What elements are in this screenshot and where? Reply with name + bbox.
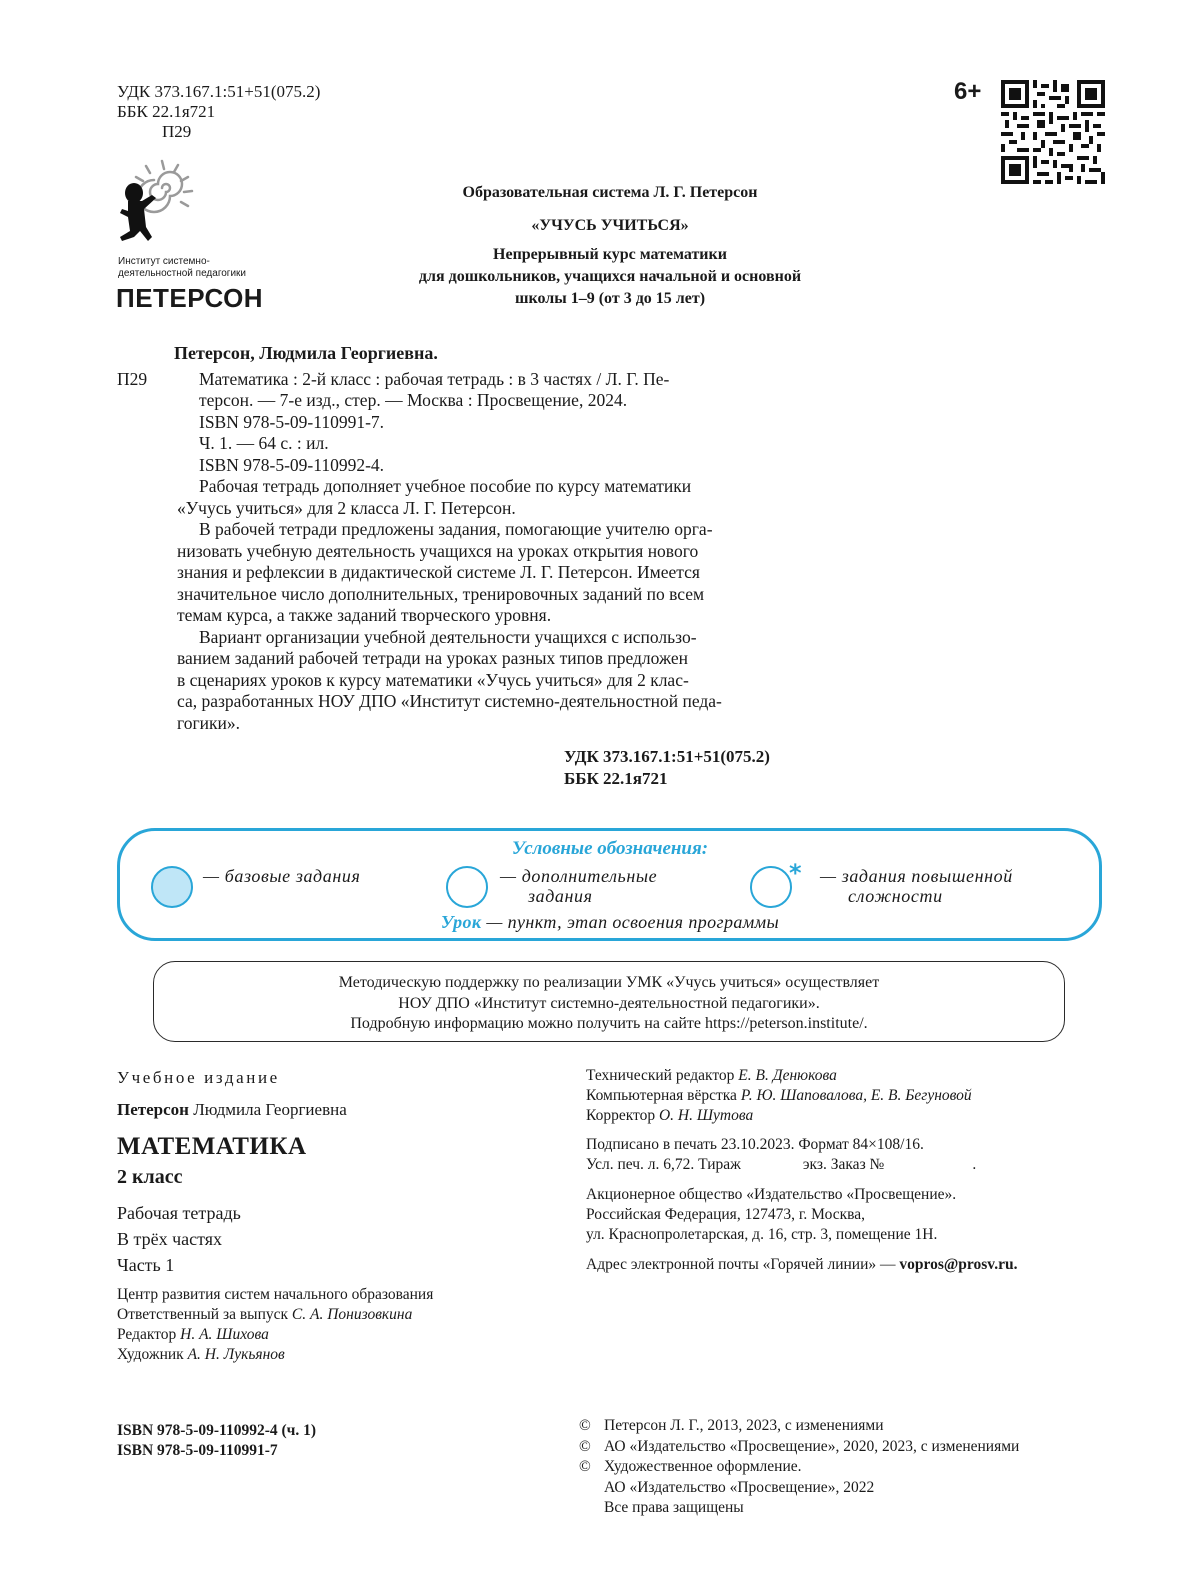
- publisher-line: Российская Федерация, 127473, г. Москва,: [586, 1206, 865, 1223]
- annotation-line: значительное число дополнительных, тренировочных заданий по всем: [177, 583, 705, 604]
- publisher-info: [586, 1185, 956, 1245]
- copyright-text: Художественное оформление.: [604, 1458, 802, 1475]
- record-udk: УДК 373.167.1:51+51(075.2): [564, 747, 770, 766]
- logo-institute: [118, 256, 246, 280]
- staff-name: А. Н. Лукьянов: [187, 1346, 285, 1363]
- staff-label: Компьютерная вёрстка: [586, 1087, 737, 1104]
- edition-type: Учебное издание: [117, 1068, 280, 1087]
- book-grade: 2 класс: [117, 1166, 183, 1188]
- bibliographic-record: [117, 343, 837, 734]
- record-isbn: ISBN 978-5-09-110991-7.: [199, 411, 385, 432]
- copyright-line: [579, 1437, 1019, 1458]
- legend-additional-line2: задания: [528, 886, 593, 906]
- staff-editor: [117, 1325, 433, 1345]
- annotation-line: темам курса, а также заданий творческого уровня.: [177, 605, 552, 625]
- staff-list: [117, 1285, 433, 1365]
- catalog-codes: [117, 82, 320, 142]
- additional-task-icon: [446, 866, 488, 908]
- bbk-code: ББК 22.1я721: [117, 102, 216, 121]
- publisher-line: ул. Краснопролетарская, д. 16, стр. 3, помещение 1Н.: [586, 1226, 938, 1243]
- staff-tech-editor: [586, 1066, 972, 1086]
- copyright-line: [579, 1498, 1019, 1519]
- annotation-line: ванием заданий рабочей тетради на уроках разных типов предложен: [177, 648, 688, 668]
- series-system-text: Образовательная система Л. Г. Петерсон: [462, 184, 758, 201]
- legend-additional: [500, 866, 657, 906]
- isbn-part: ISBN 978-5-09-110992-4 (ч. 1): [117, 1422, 317, 1439]
- rights-reserved: Все права защищены: [604, 1499, 744, 1516]
- series-line: для дошкольников, учащихся начальной и основной: [418, 268, 802, 285]
- record-desc: Математика : 2-й класс : рабочая тетрадь : в 3 частях / Л. Г. Пе-: [199, 368, 670, 389]
- hotline: [586, 1255, 1017, 1275]
- star-icon: *: [789, 859, 802, 887]
- legend-advanced-line1: — задания повышенной: [820, 866, 1013, 886]
- udk-code: УДК 373.167.1:51+51(075.2): [117, 82, 321, 101]
- annotation-line: низовать учебную деятельность учащихся на уроках открытия нового: [177, 540, 699, 561]
- copyright-line: [579, 1416, 1019, 1437]
- legend-lesson-word: Урок: [440, 912, 482, 932]
- record-part: Ч. 1. — 64 с. : ил.: [199, 433, 329, 453]
- imprint-author-surname: Петерсон: [117, 1100, 189, 1119]
- logo-name: ПЕТЕРСОН: [116, 283, 264, 313]
- staff-center: Центр развития систем начального образования: [117, 1286, 434, 1303]
- book-parts: В трёх частях: [117, 1229, 223, 1249]
- legend-lesson-desc: — пункт, этап освоения программы: [486, 912, 780, 932]
- staff-label: Ответственный за выпуск: [117, 1306, 289, 1323]
- legend-advanced-line2: сложности: [848, 886, 943, 906]
- production-staff: [586, 1066, 972, 1126]
- imprint-author-given: Людмила Георгиевна: [193, 1100, 347, 1119]
- copyright-line: [579, 1478, 1019, 1499]
- staff-name: Е. В. Денюкова: [738, 1067, 837, 1084]
- staff-name: С. А. Понизовкина: [291, 1306, 413, 1323]
- staff-name: Р. Ю. Шаповалова, Е. В. Бегуновой: [740, 1087, 972, 1104]
- basic-task-icon: [151, 866, 193, 908]
- record-desc: терсон. — 7-е изд., стер. — Москва : Просвещение, 2024.: [199, 390, 628, 410]
- record-isbn-part: ISBN 978-5-09-110992-4.: [199, 454, 385, 475]
- legend-lesson: [360, 912, 860, 933]
- book-info: [117, 1200, 241, 1278]
- copyright-text: АО «Издательство «Просвещение», 2022: [604, 1478, 875, 1496]
- advanced-task-icon: [750, 866, 792, 908]
- book-kind: Рабочая тетрадь: [117, 1203, 241, 1223]
- annotation-line: в сценариях уроков к курсу математики «Учусь учиться» для 2 клас-: [177, 669, 689, 690]
- legend-title: Условные обозначения:: [511, 838, 709, 859]
- isbn-set: ISBN 978-5-09-110991-7: [117, 1442, 278, 1459]
- staff-responsible: [117, 1305, 433, 1325]
- staff-name: Н. А. Шихова: [180, 1326, 269, 1343]
- staff-label: Художник: [117, 1346, 184, 1363]
- staff-label: Корректор: [586, 1107, 656, 1124]
- annotation-line: Вариант организации учебной деятельности учащихся с использо-: [199, 626, 697, 647]
- support-text: [153, 973, 1065, 1035]
- book-title: МАТЕМАТИКА: [117, 1133, 307, 1160]
- qr-code[interactable]: [1001, 80, 1105, 184]
- imprint-author: [117, 1100, 347, 1120]
- record-code: П29: [117, 368, 148, 389]
- staff-label: Технический редактор: [586, 1067, 735, 1084]
- staff-proofreader: [586, 1106, 972, 1126]
- series-description: [330, 244, 890, 310]
- copyright-line: [579, 1457, 1019, 1478]
- publisher-line: Акционерное общество «Издательство «Просвещение».: [586, 1186, 957, 1203]
- staff-label: Редактор: [117, 1326, 177, 1343]
- copyright-icon: ©: [579, 1417, 591, 1434]
- print-sheets-label: Усл. печ. л. 6,72. Тираж: [586, 1156, 741, 1173]
- isbn-block: [117, 1421, 316, 1461]
- logo-institute-line1: Институт системно-: [118, 256, 210, 267]
- copyright-icon: ©: [579, 1458, 591, 1475]
- legend-basic: — базовые задания: [203, 866, 361, 886]
- copyright-icon: ©: [579, 1437, 591, 1455]
- staff-artist: [117, 1345, 433, 1365]
- print-sheets: [586, 1155, 976, 1175]
- author-mark: П29: [162, 122, 192, 141]
- annotation-line: «Учусь учиться» для 2 класса Л. Г. Петерсон.: [177, 497, 516, 518]
- hotline-label: Адрес электронной почты «Горячей линии» —: [586, 1256, 896, 1273]
- series-system: [330, 182, 890, 204]
- series-program-text: «УЧУСЬ УЧИТЬСЯ»: [531, 217, 689, 234]
- annotation-line: гогики».: [177, 712, 241, 733]
- support-line: Методическую поддержку по реализации УМК «Учусь учиться» осуществляет: [338, 974, 880, 991]
- copyright-text: АО «Издательство «Просвещение», 2020, 2023, с изменениями: [604, 1437, 1020, 1455]
- legend-additional-line1: — дополнительные: [500, 866, 658, 886]
- staff-layout: [586, 1086, 972, 1106]
- age-rating: 6+: [954, 78, 982, 105]
- print-copies-label: экз. Заказ №: [802, 1156, 885, 1173]
- copyright-block: [579, 1416, 1019, 1519]
- annotation-line: Рабочая тетрадь дополняет учебное пособие по курсу математики: [199, 476, 692, 496]
- annotation-line: знания и рефлексии в дидактической системе Л. Г. Петерсон. Имеется: [177, 562, 700, 582]
- print-end-dot: .: [972, 1156, 977, 1173]
- record-bbk: ББК 22.1я721: [564, 769, 668, 788]
- series-program: [330, 215, 890, 237]
- support-line: НОУ ДПО «Институт системно-деятельностной педагогики».: [398, 994, 820, 1012]
- series-line: Непрерывный курс математики: [493, 246, 727, 263]
- record-author: Петерсон, Людмила Георгиевна.: [174, 343, 438, 363]
- legend-advanced: [820, 866, 1013, 906]
- print-signed: Подписано в печать 23.10.2023. Формат 84×108/16.: [586, 1136, 924, 1153]
- book-part: Часть 1: [117, 1255, 175, 1275]
- print-info: [586, 1135, 976, 1175]
- staff-name: О. Н. Шутова: [658, 1107, 754, 1124]
- annotation-line: В рабочей тетради предложены задания, помогающие учителю орга-: [199, 519, 713, 539]
- annotation-line: са, разработанных НОУ ДПО «Институт системно-деятельностной педа-: [177, 691, 722, 711]
- copyright-text: Петерсон Л. Г., 2013, 2023, с изменениями: [604, 1417, 884, 1434]
- hotline-email[interactable]: vopros@prosv.ru.: [899, 1256, 1018, 1273]
- series-line: школы 1–9 (от 3 до 15 лет): [514, 290, 706, 307]
- support-line[interactable]: Подробную информацию можно получить на сайте https://peterson.institute/.: [350, 1015, 868, 1032]
- logo-institute-line2: деятельностной педагогики: [118, 268, 247, 279]
